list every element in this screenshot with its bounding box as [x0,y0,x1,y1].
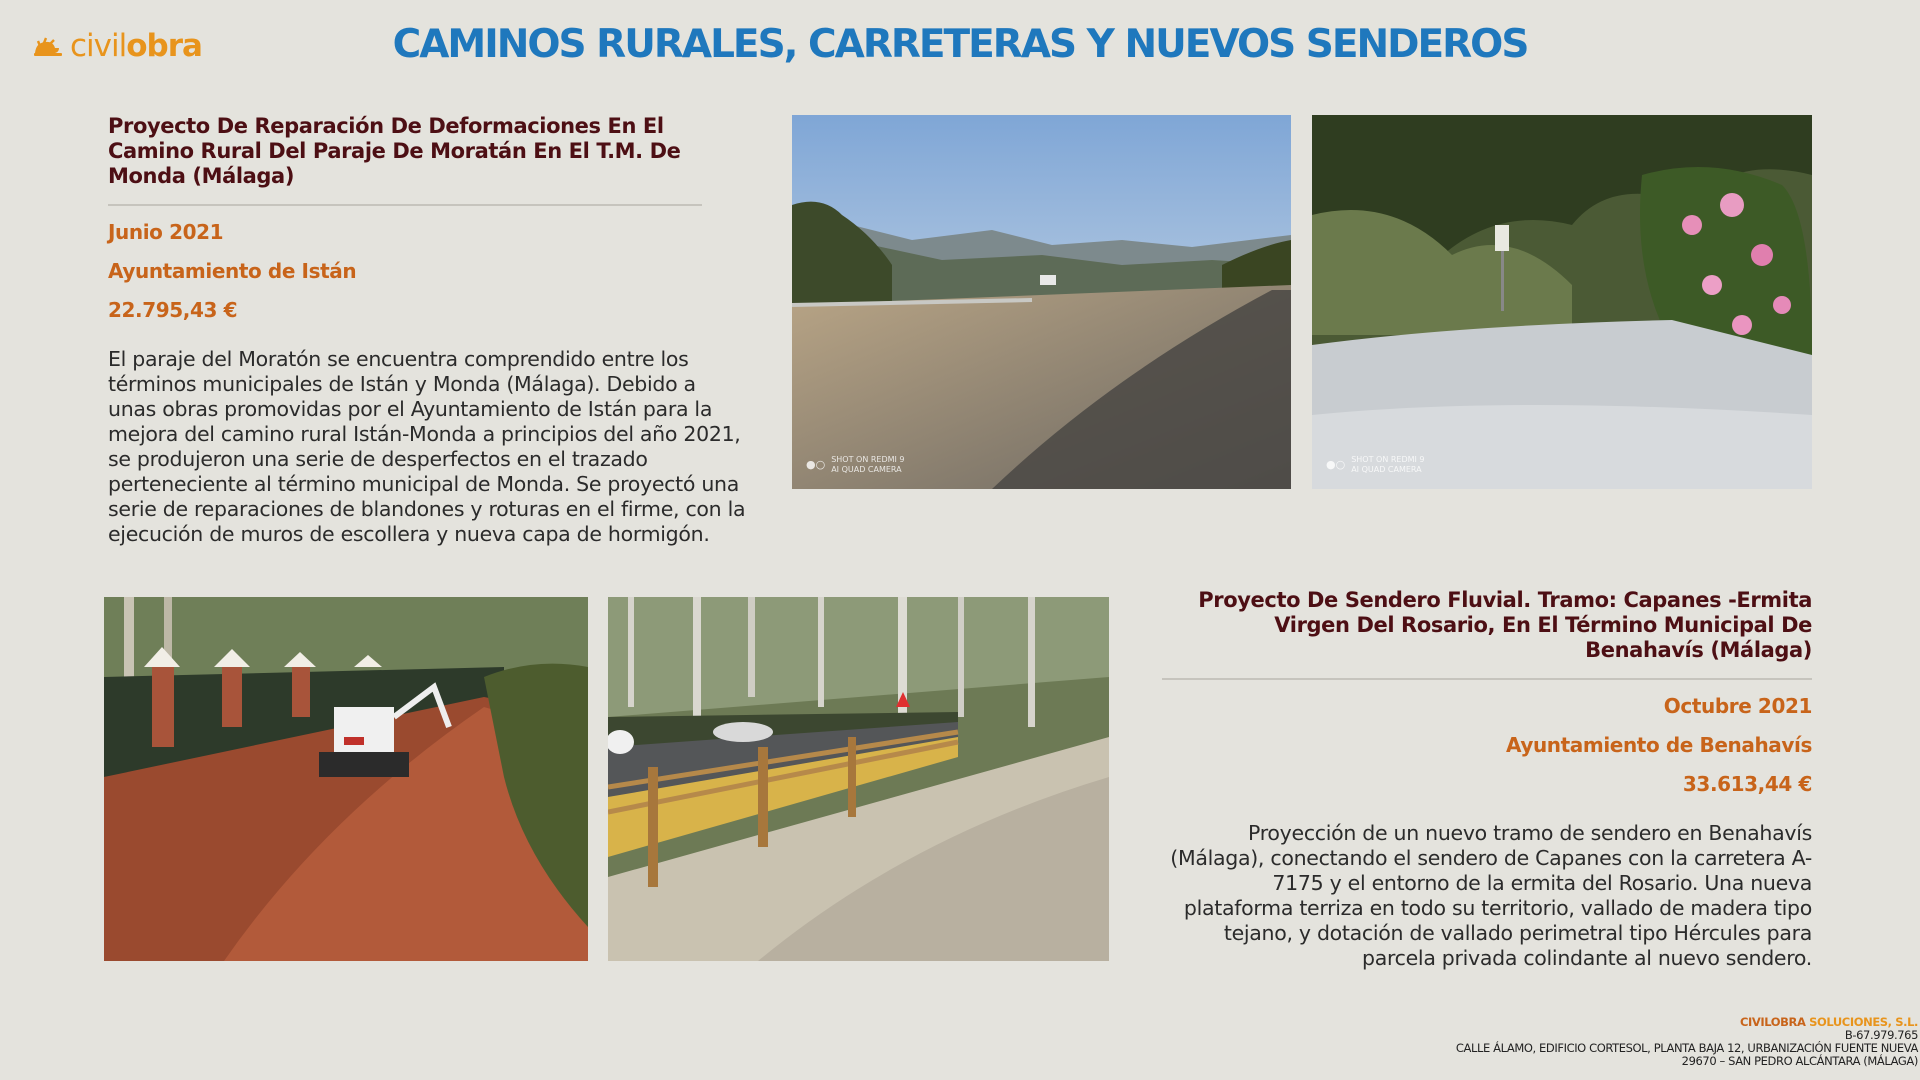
project-1-client: Ayuntamiento de Istán [108,259,357,283]
photo-2-watermark [1326,455,1425,475]
project-1-title: Proyecto De Reparación De Deformaciones En El Camino Rural Del Paraje De Moratán En El T.M. De Monda (Málaga) [108,114,681,188]
footer-address-line-2: 29670 – SAN PEDRO ALCÁNTARA (MÁLAGA) [1681,1054,1918,1068]
footer-cif: B-67.979.765 [1844,1028,1918,1042]
watermark-line-2: AI QUAD CAMERA [1351,465,1422,474]
project-1-divider [108,204,702,206]
photo-excavator-works [104,597,588,961]
camera-dots-icon: ●○ [1326,458,1346,471]
project-2-info [1162,588,1812,971]
footer-address-line-1: CALLE ÁLAMO, EDIFICIO CORTESOL, PLANTA BAJA 12, URBANIZACIÓN FUENTE NUEVA [1455,1041,1918,1055]
project-1-info [108,114,748,547]
project-1-date: Junio 2021 [108,220,224,244]
project-2-date: Octubre 2021 [1663,694,1812,718]
footer-company-part2: SOLUCIONES, S.L. [1809,1015,1918,1029]
company-footer [1456,1016,1918,1068]
logo-text-civil: civil [70,28,127,64]
project-1-amount: 22.795,43 € [108,298,238,322]
photo-1-watermark [806,455,905,475]
footer-company-part1: CIVILOBRA [1739,1015,1806,1029]
project-2-client: Ayuntamiento de Benahavís [1505,733,1812,757]
page-title: CAMINOS RURALES, CARRETERAS Y NUEVOS SENDEROS [392,22,1528,67]
camera-dots-icon: ●○ [806,458,826,471]
project-2-title: Proyecto De Sendero Fluvial. Tramo: Capanes -Ermita Virgen Del Rosario, En El Término Municipal De Benahavís (Málaga) [1198,588,1812,662]
photo-wooden-fence-path [608,597,1109,961]
watermark-line-2: AI QUAD CAMERA [831,465,902,474]
watermark-line-1: SHOT ON REDMI 9 [831,455,905,464]
project-2-amount: 33.613,44 € [1682,772,1812,796]
photo-rural-road-mountains [792,115,1291,489]
project-1-description: El paraje del Moratón se encuentra comprendido entre los términos municipales de Istán y Monda (Málaga). Debido a unas obras promovidas por el Ayuntamiento de Istán para la mejora del camino rural Istán-Monda a principios del año 2021, se produjeron una serie de desperfectos en el trazado perteneciente al término municipal de Monda. Se proyectó una serie de reparaciones de blandones y roturas en el firme, con la ejecución de muros de escollera y nueva capa de hormigón. [108,347,746,546]
photo-road-with-oleander [1312,115,1812,489]
watermark-line-1: SHOT ON REDMI 9 [1351,455,1425,464]
project-2-divider [1162,678,1812,680]
logo-text-obra: obra [126,28,202,64]
project-2-description: Proyección de un nuevo tramo de sendero en Benahavís (Málaga), conectando el sendero de Capanes con la carretera A-7175 y el entorno de la ermita del Rosario. Una nueva plataforma terriza en todo su territorio, vallado de madera tipo tejano, y dotación de vallado perimetral tipo Hércules para parcela privada colindante al nuevo sendero. [1170,821,1812,970]
